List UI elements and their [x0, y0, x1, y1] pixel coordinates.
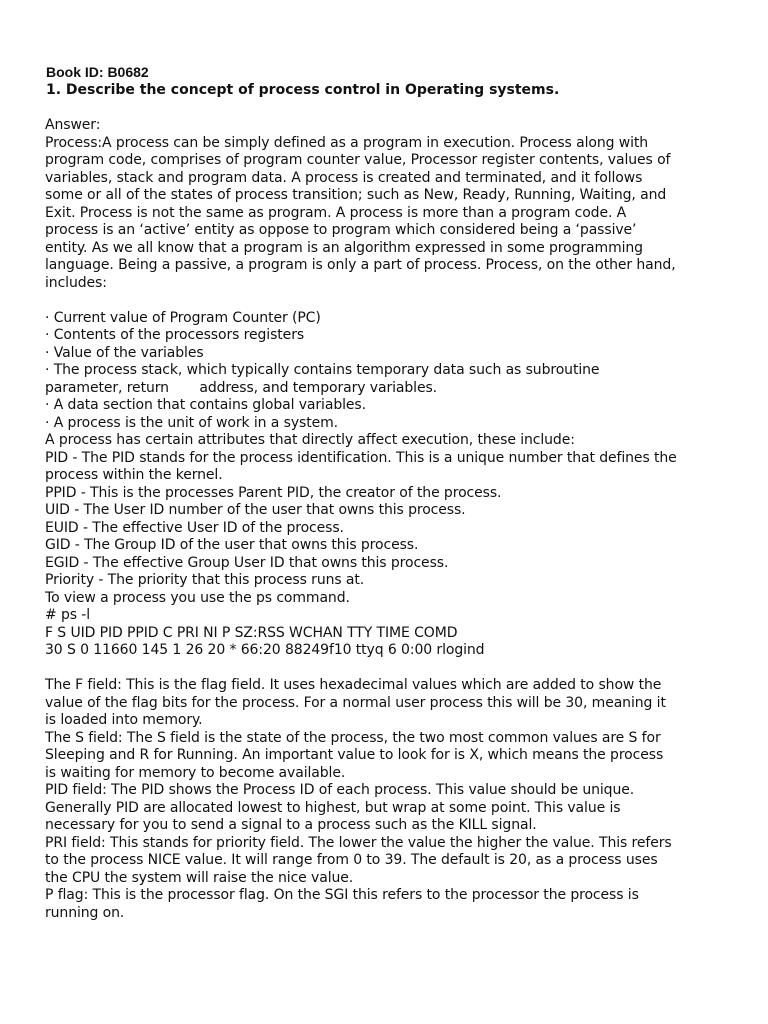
text-line: F S UID PID PPID C PRI NI P SZ:RSS WCHAN TTY TIME COMD	[45, 624, 458, 641]
text-line: variables, stack and program data. A process is created and terminated, and it follows	[45, 169, 643, 186]
text-line: · Value of the variables	[45, 344, 204, 361]
text-line: necessary for you to send a signal to a process such as the KILL signal.	[45, 817, 537, 833]
text-line: PID - The PID stands for the process identification. This is a unique number that defines the	[45, 449, 677, 466]
text-line: # ps -l	[45, 607, 91, 623]
text-line: The F field: This is the flag field. It uses hexadecimal values which are added to show the	[45, 677, 662, 693]
text-line: PPID - This is the processes Parent PID, the creator of the process.	[45, 484, 502, 501]
text-line: 30 S 0 11660 145 1 26 20 * 66:20 88249f10 ttyq 6 0:00 rlogind	[45, 642, 485, 658]
text-line: process is an ‘active’ entity as oppose to program which considered being a ‘passive’	[45, 222, 637, 238]
text-line: UID - The User ID number of the user that owns this process.	[45, 502, 466, 518]
text-line: Exit. Process is not the same as program. A process is more than a program code. A	[45, 204, 627, 221]
text-line: · A data section that contains global variables.	[45, 397, 366, 413]
text-line: running on.	[45, 904, 125, 921]
text-line: process within the kernel.	[45, 467, 223, 483]
text-line: parameter, return address, and temporary variables.	[45, 379, 438, 396]
text-line: · Current value of Program Counter (PC)	[45, 309, 321, 326]
text-line: P flag: This is the processor flag. On the SGI this refers to the processor the process is	[45, 887, 639, 903]
text-line: language. Being a passive, a program is only a part of process. Process, on the other hand,	[45, 257, 676, 273]
text-line: is waiting for memory to become available.	[45, 764, 346, 781]
text-line: Sleeping and R for Running. An important value to look for is X, which means the process	[45, 747, 664, 763]
blank-line	[45, 660, 735, 678]
text-line: Generally PID are allocated lowest to highest, but wrap at some point. This value is	[45, 799, 621, 816]
text-line: program code, comprises of program counter value, Processor register contents, values of	[45, 152, 671, 168]
text-line: A process has certain attributes that directly affect execution, these include:	[45, 432, 575, 448]
text-line: GID - The Group ID of the user that owns this process.	[45, 537, 419, 553]
blank-line	[45, 292, 735, 310]
text-line: Priority - The priority that this process runs at.	[45, 572, 365, 588]
text-line: entity. As we all know that a program is an algorithm expressed in some programming	[45, 239, 643, 256]
text-line: The S field: The S field is the state of the process, the two most common values are S for	[45, 729, 661, 746]
text-line: to the process NICE value. It will range from 0 to 39. The default is 20, as a process uses	[45, 852, 658, 868]
text-line: is loaded into memory.	[45, 712, 203, 728]
text-line: · A process is the unit of work in a system.	[45, 414, 338, 431]
text-line: · Contents of the processors registers	[45, 327, 305, 343]
text-line: Process:A process can be simply defined as a program in execution. Process along with	[45, 134, 649, 151]
text-line: value of the flag bits for the process. For a normal user process this will be 30, meaning it	[45, 694, 666, 711]
text-line: PRI field: This stands for priority field. The lower the value the higher the value. This refers	[45, 834, 672, 851]
answer-body	[45, 117, 735, 922]
text-line: includes:	[45, 274, 107, 291]
text-line: Answer:	[45, 117, 101, 133]
text-line: EUID - The effective User ID of the process.	[45, 519, 344, 536]
text-line: EGID - The effective Group User ID that owns this process.	[45, 554, 449, 571]
text-line: To view a process you use the ps command.	[45, 589, 350, 606]
question-heading: 1. Describe the concept of process control in Operating systems.	[46, 82, 560, 98]
text-line: some or all of the states of process transition; such as New, Ready, Running, Waiting, and	[45, 187, 667, 203]
book-id: Book ID: B0682	[46, 64, 149, 80]
text-line: the CPU the system will raise the nice value.	[45, 869, 354, 886]
text-line: · The process stack, which typically contains temporary data such as subroutine	[45, 362, 600, 378]
text-line: PID field: The PID shows the Process ID of each process. This value should be unique.	[45, 782, 635, 798]
